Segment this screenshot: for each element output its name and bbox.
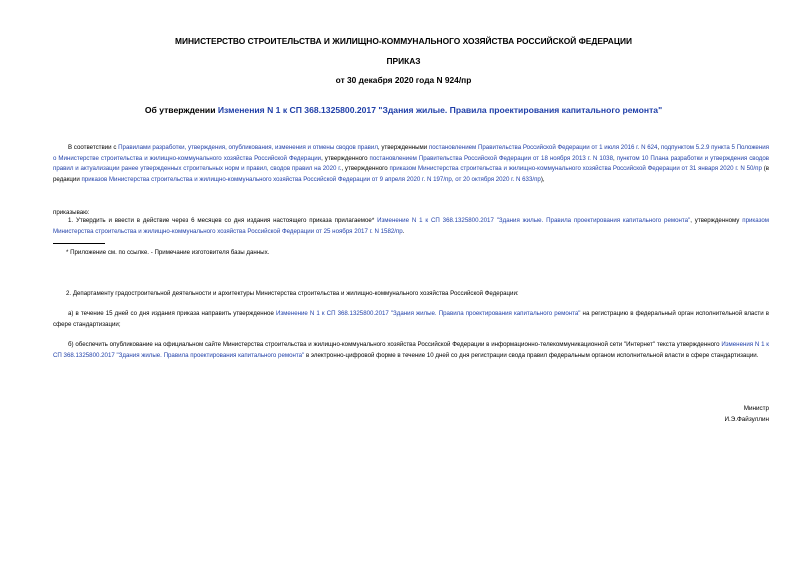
preamble-text: В соответствии с bbox=[68, 144, 119, 151]
link-amendment-1-2b[interactable]: Изменения N 1 к СП 368.1325800.2017 "Здания жилые. Правила проектирования капитального ремонта" bbox=[53, 341, 769, 359]
item-2b-text: в электронно-цифровой форме в течение 10 дней со дня регистрации свода правил федеральным органом исполнительной власти в сфере стандартизации. bbox=[304, 351, 759, 359]
preamble-paragraph bbox=[53, 143, 769, 186]
link-orders-197-633[interactable]: приказов Министерства строительства и жилищно-коммунального хозяйства Российской Федерации от 9 апреля 2020 г. N 197/пр, от 20 октября 2020 г. N 633/пр bbox=[81, 176, 541, 184]
item-2: 2. Департаменту градостроительной деятельности и архитектуры Министерства строительства и жилищно-коммунального хозяйства Российской Федерации: bbox=[66, 290, 519, 297]
preamble-text: , утвержденного bbox=[321, 154, 370, 162]
title-prefix: Об утверждении bbox=[144, 105, 218, 115]
document-title bbox=[0, 105, 807, 115]
order-word: приказываю: bbox=[53, 209, 90, 216]
link-decree-624[interactable]: постановлением Правительства Российской Федерации от 1 июля 2016 г. N 624 bbox=[428, 144, 658, 151]
item-1-text: , утвержденному bbox=[690, 217, 743, 224]
link-amendment-1[interactable]: Изменение N 1 к СП 368.1325800.2017 "Здания жилые. Правила проектирования капитального ремонта" bbox=[377, 217, 691, 224]
link-rules[interactable]: Правилами разработки, утверждения, опубликования, изменения и отмены сводов правил bbox=[118, 144, 378, 151]
title-link[interactable]: Изменения N 1 к СП 368.1325800.2017 "Здания жилые. Правила проектирования капитального ремонта" bbox=[217, 105, 663, 115]
item-2a-text: а) в течение 15 дней со дня издания приказа направить утвержденное bbox=[68, 310, 276, 317]
link-order-50[interactable]: приказом Министерства строительства и жилищно-коммунального хозяйства Российской Федерации от 31 января 2020 г. N 50/пр bbox=[389, 165, 762, 173]
signature-position: Министр bbox=[743, 405, 769, 412]
link-plan-item-10[interactable]: пунктом 10 Плана разработки и утверждения сводов правил и актуализации ранее утвержденных строительных норм и правил, сводов правил на 2020 г. bbox=[53, 154, 770, 173]
footnote: * Приложение см. по ссылке. - Примечание изготовителя базы данных. bbox=[66, 249, 270, 256]
ministry-heading: МИНИСТЕРСТВО СТРОИТЕЛЬСТВА И ЖИЛИЩНО-КОММУНАЛЬНОГО ХОЗЯЙСТВА РОССИЙСКОЙ ФЕДЕРАЦИИ bbox=[175, 36, 632, 46]
item-2a-text: на регистрацию в федеральный орган исполнительной власти в сфере стандартизации; bbox=[53, 310, 769, 328]
link-regulation-5-2-9[interactable]: подпунктом 5.2.9 пункта 5 Положения о Министерстве строительства и жилищно-коммунального хозяйства Российской Федерации bbox=[53, 144, 769, 162]
item-2a-paragraph bbox=[53, 309, 769, 330]
link-decree-1038[interactable]: постановлением Правительства Российской Федерации от 18 ноября 2013 г. N 1038 bbox=[369, 154, 613, 162]
signature-name: И.Э.Файзуллин bbox=[724, 416, 769, 423]
item-1-paragraph bbox=[53, 216, 769, 237]
preamble-text: , утвержденного bbox=[341, 165, 390, 173]
item-1-text: 1. Утвердить и ввести в действие через 6 месяцев со дня издания настоящего приказа прилагаемое* bbox=[68, 217, 378, 224]
preamble-text: (в редакции bbox=[53, 165, 770, 184]
preamble-text: , bbox=[657, 144, 661, 151]
preamble-text: , утвержденными bbox=[377, 144, 429, 151]
item-1-text: . bbox=[402, 227, 405, 235]
item-2b-paragraph bbox=[53, 340, 769, 361]
link-order-1582[interactable]: приказом Министерства строительства и жилищно-коммунального хозяйства Российской Федерации от 25 ноября 2017 г. N 1582/пр bbox=[53, 217, 769, 235]
document-date-number: от 30 декабря 2020 года N 924/пр bbox=[335, 75, 472, 85]
footnote-divider bbox=[53, 243, 105, 244]
item-2b-text: б) обеспечить опубликование на официальном сайте Министерства строительства и жилищно-коммунального хозяйства Российской Федерации в информационно-телекоммуникационной сети "Интернет" текста утвержденного bbox=[68, 341, 722, 348]
link-amendment-1-2a[interactable]: Изменение N 1 к СП 368.1325800.2017 "Здания жилые. Правила проектирования капитального ремонта" bbox=[275, 310, 581, 317]
preamble-text: , bbox=[613, 154, 617, 162]
document-type: ПРИКАЗ bbox=[386, 56, 421, 66]
preamble-text: ), bbox=[540, 176, 545, 184]
